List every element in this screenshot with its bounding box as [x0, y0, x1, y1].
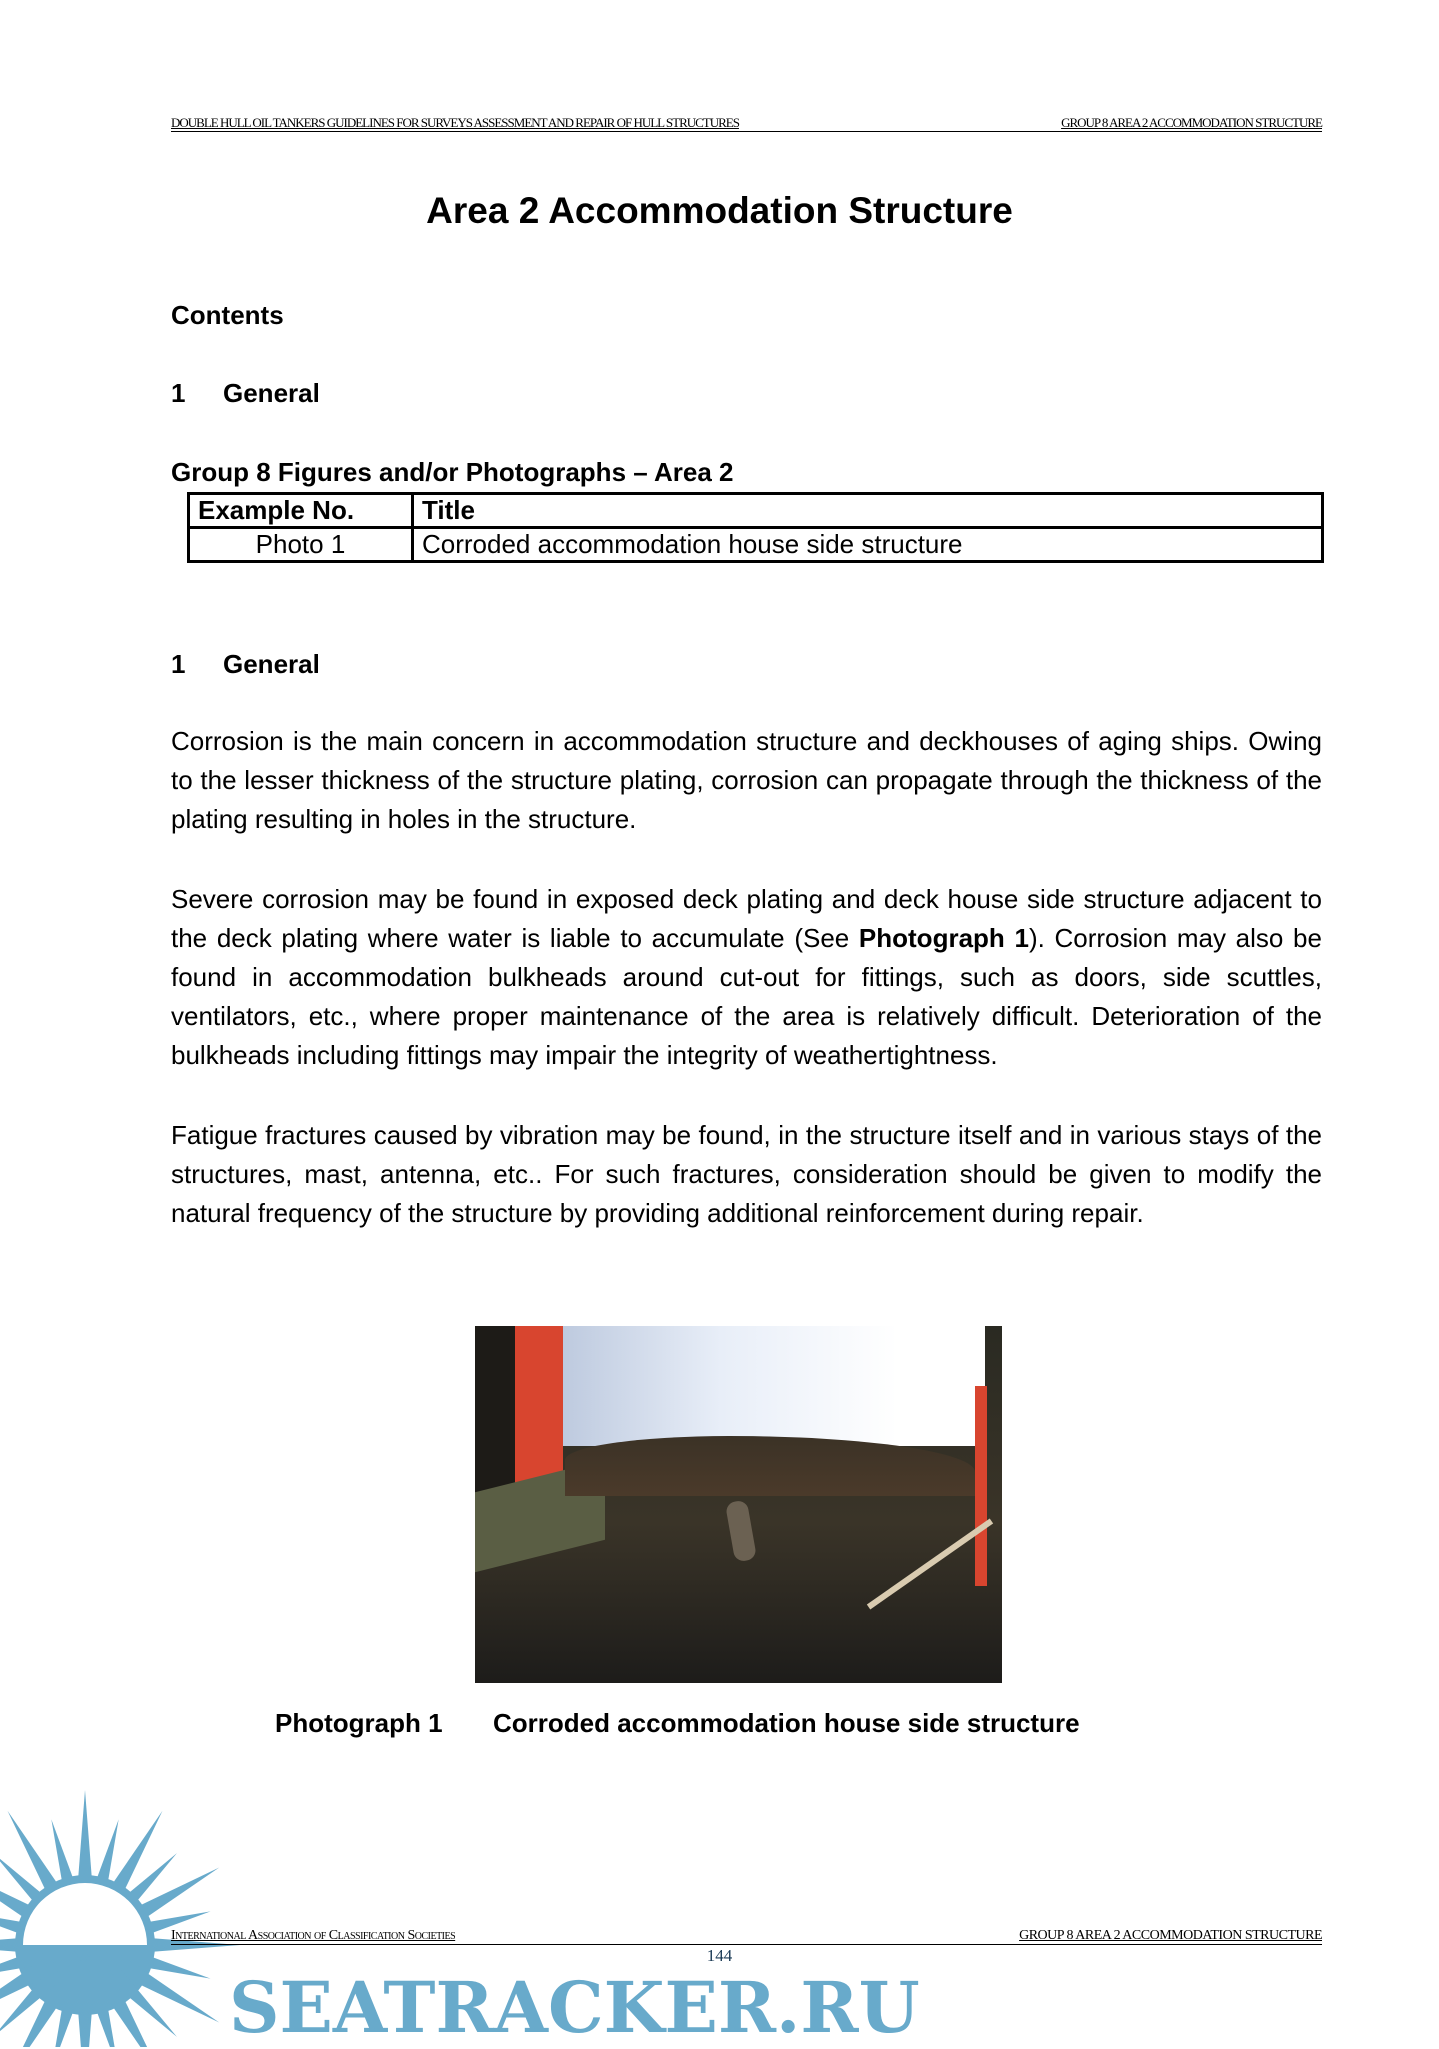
photo-caption-row: [171, 1704, 1322, 1743]
section-number: 1: [171, 649, 186, 679]
contents-item-label: General: [223, 378, 320, 408]
cell-example: Photo 1: [189, 528, 413, 562]
photo-red-edge: [975, 1386, 987, 1586]
contents-heading: Contents: [171, 300, 284, 330]
figures-table: [187, 492, 1324, 563]
page-title: Area 2 Accommodation Structure: [426, 190, 1013, 231]
photo-caption: Corroded accommodation house side structure: [493, 1708, 1080, 1739]
contents-item: [171, 374, 1322, 413]
page-footer: [171, 1924, 1322, 1945]
footer-left: International Association of Classification Societies: [171, 1928, 456, 1943]
watermark: SEATRACKER.RU: [229, 1966, 920, 2049]
page-body: [171, 296, 1322, 1743]
paragraph-2-text: Severe corrosion may be found in exposed deck plating and deck house side structure adjacent to the deck plating where water is liable to accumulate (See: [171, 883, 1322, 953]
cell-title: Corroded accommodation house side structure: [413, 528, 1323, 562]
paragraph-2: [171, 880, 1322, 1076]
page-header: [171, 114, 1322, 132]
corrosion-photograph: [475, 1326, 1002, 1683]
photo-dark-doorway: [475, 1326, 515, 1496]
section-heading: [171, 645, 1322, 684]
contents-item-number: 1: [171, 378, 186, 408]
paragraph-1: Corrosion is the main concern in accommodation structure and deckhouses of aging ships. Owing to the lesser thickness of the structure plating, corrosion can propagate through the thickness of the plating resulting in holes in the structure.: [171, 726, 1322, 835]
page-number: 144: [706, 1946, 733, 1965]
photo-caption-label: Photograph 1: [275, 1708, 443, 1739]
photograph-reference: Photograph 1: [858, 922, 1029, 953]
photo-pipe: [725, 1500, 757, 1563]
paragraph-2-text-cont: ). Corrosion may also be found in accommodation bulkheads around cut-out for fittings, such as doors, side scuttles, ventilators, etc., where proper maintenance of the area is relatively difficult. Deterioration of the bulkheads including fittings may impair the integrity of weathertightness.: [171, 922, 1322, 1071]
figures-heading: Group 8 Figures and/or Photographs – Area 2: [171, 457, 734, 487]
table-row: [189, 528, 1323, 562]
header-left: DOUBLE HULL OIL TANKERS GUIDELINES FOR SURVEYS ASSESSMENT AND REPAIR OF HULL STRUCTURES: [171, 115, 739, 130]
column-header-example: Example No.: [189, 494, 413, 528]
sun-logo-icon: [0, 1785, 245, 2047]
section-title: General: [223, 649, 320, 679]
photo-white-bulkhead: [545, 1326, 985, 1446]
paragraph-3: Fatigue fractures caused by vibration may be found, in the structure itself and in various stays of the structures, mast, antenna, etc.. For such fractures, consideration should be given to modify the natural frequency of the structure by providing additional reinforcement during repair.: [171, 1119, 1322, 1229]
footer-right: GROUP 8 AREA 2 ACCOMMODATION STRUCTURE: [1019, 1928, 1322, 1943]
table-header-row: [189, 494, 1323, 528]
header-right: GROUP 8 AREA 2 ACCOMMODATION STRUCTURE: [1061, 115, 1322, 130]
column-header-title: Title: [413, 494, 1323, 528]
